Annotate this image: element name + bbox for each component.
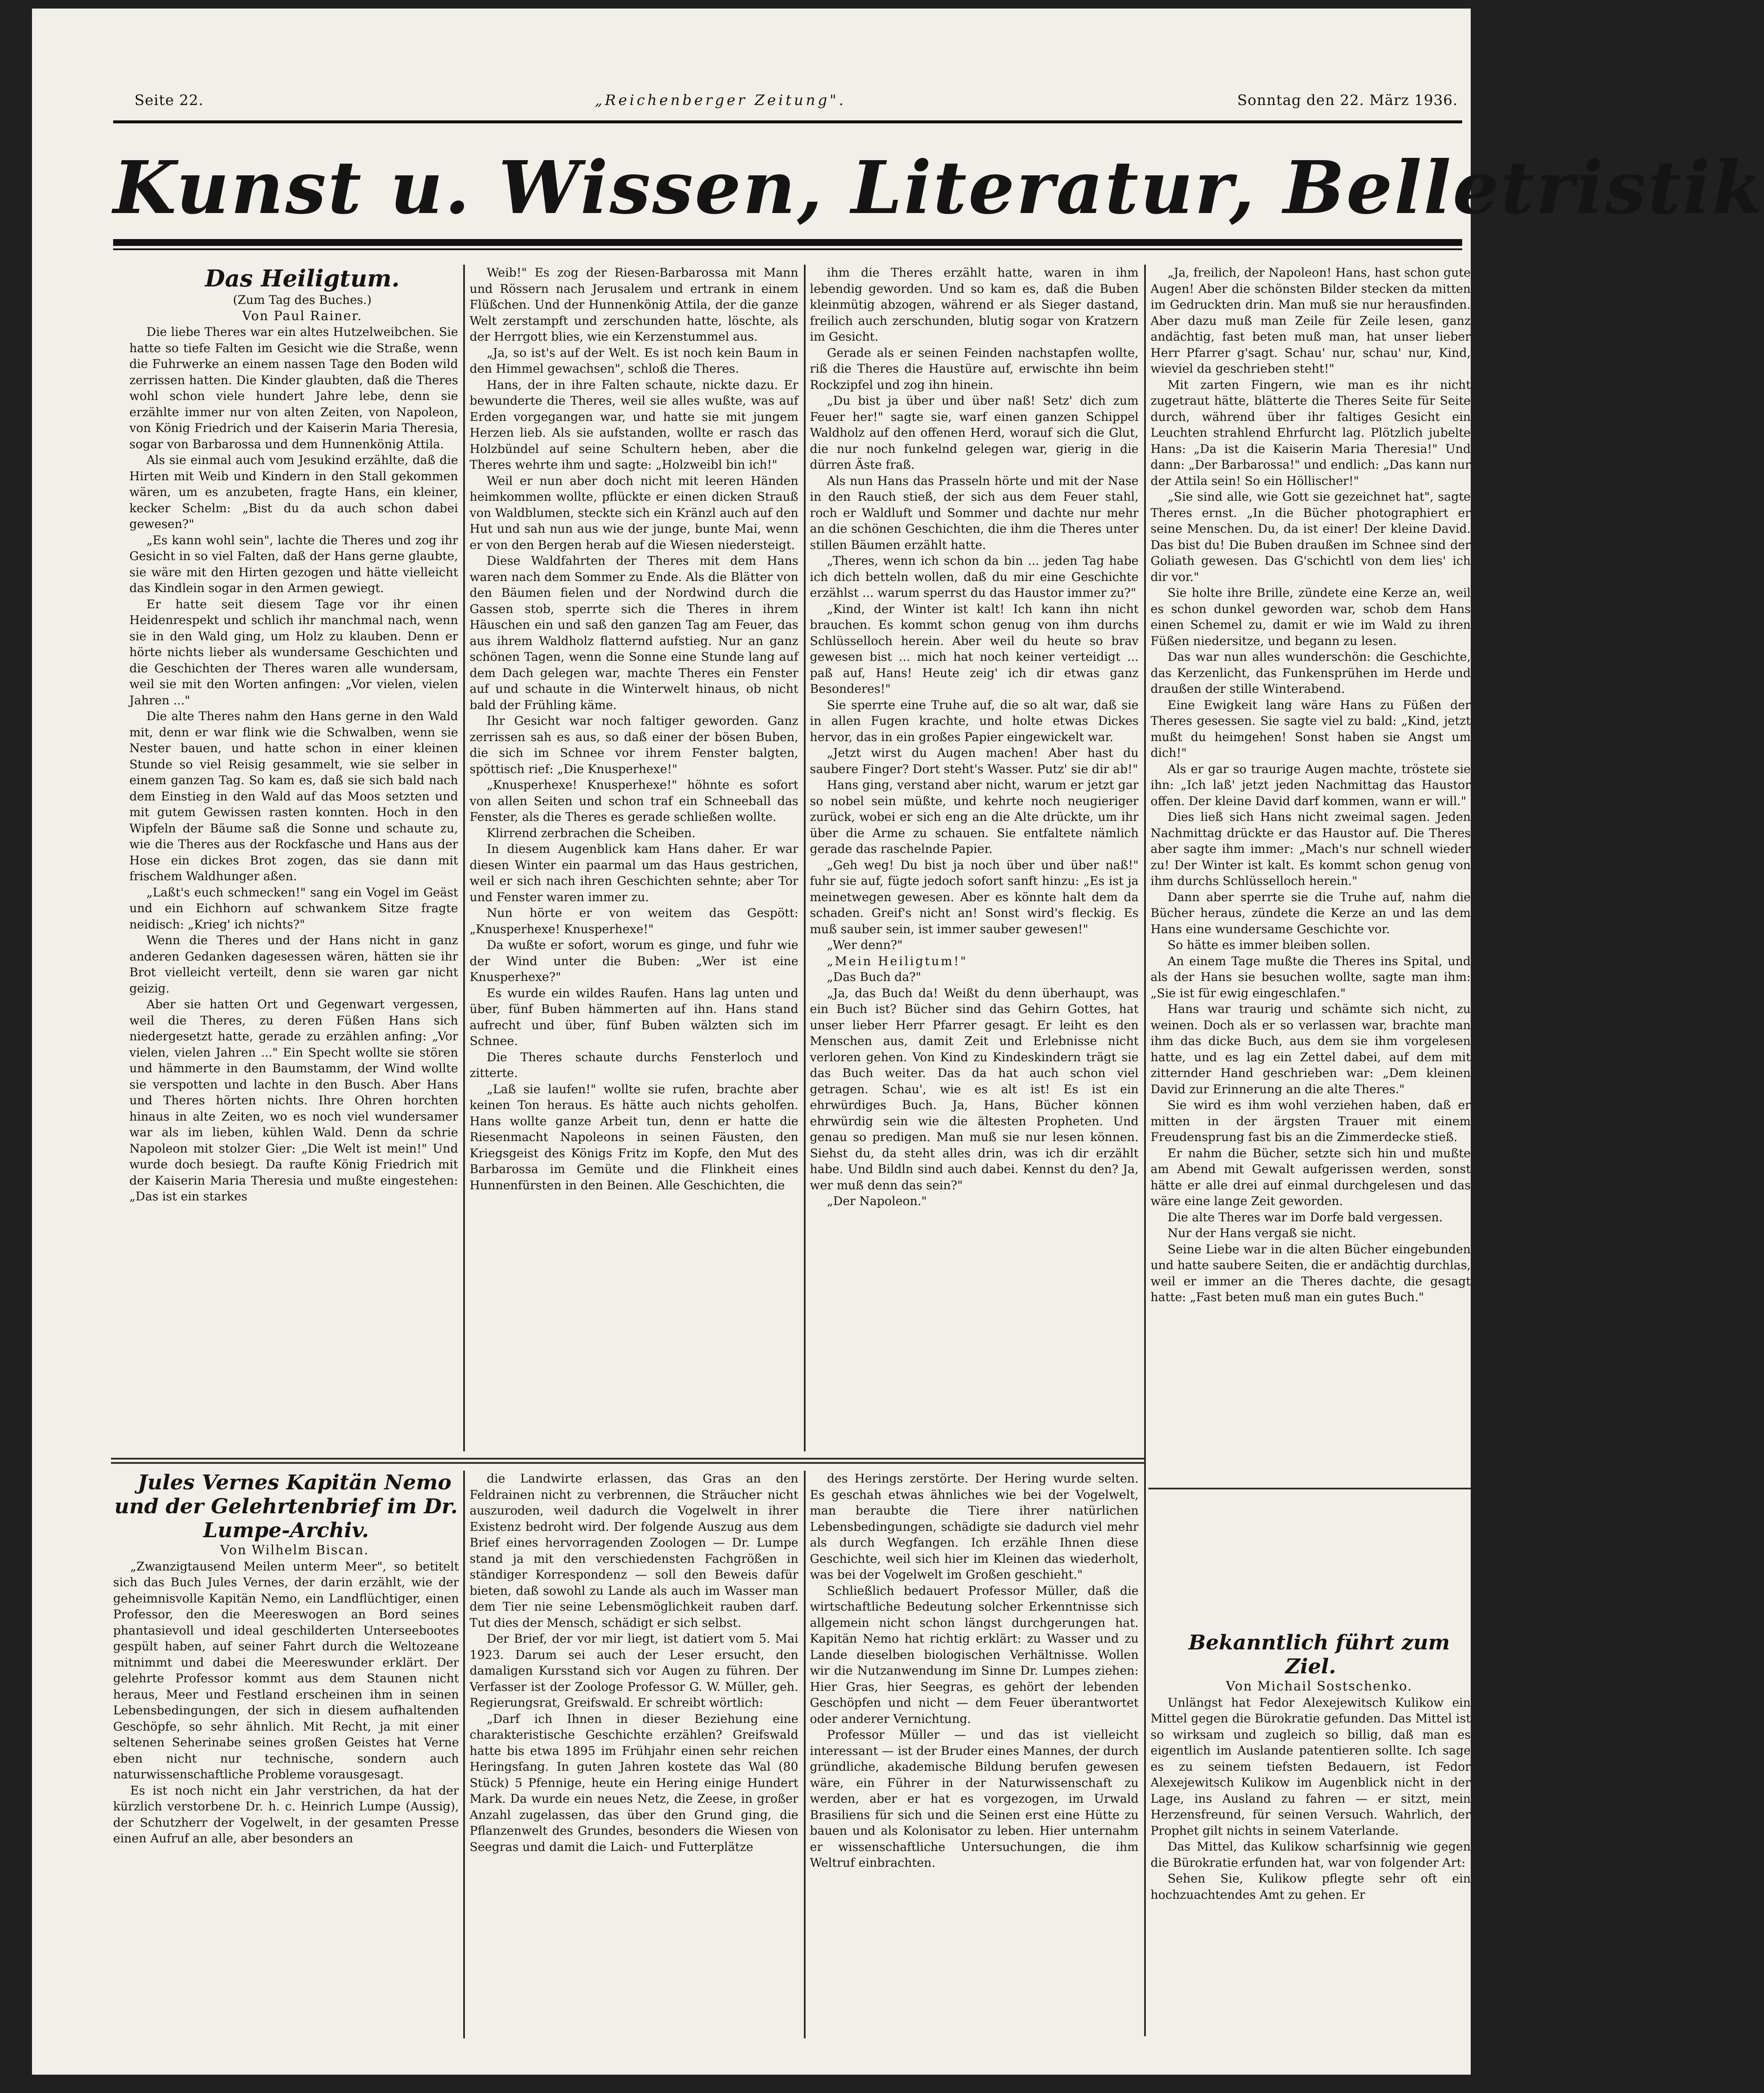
column-divider <box>463 1471 465 2038</box>
paragraph: Sie wird es ihm wohl verziehen haben, daß er mitten in der ärgsten Trauer mit einem Freudensprung fast bis an die Zimmerdecke stieß. <box>1151 1098 1471 1144</box>
article1-author: Von Paul Rainer. <box>242 308 362 324</box>
article3-author: Von Michail Sostschenko. <box>1226 1679 1413 1694</box>
paragraph: Nur der Hans vergaß sie nicht. <box>1168 1226 1356 1240</box>
paragraph: Die Theres schaute durchs Fensterloch und zitterte. <box>470 1050 798 1080</box>
paragraph: Hans, der in ihre Falten schaute, nickte dazu. Er bewunderte die Theres, weil sie alles wußte, was auf Erden vorgegangen war, und hatte sie mit jungem Herzen lieb. Als sie aufstanden, wollte er rasch das Holzbündel auf seine Schultern heben, aber die Theres wehrte ihm und sagte: „Holzweibl bin ich!" <box>470 377 798 472</box>
paragraph: „Geh weg! Du bist ja noch über und über naß!" fuhr sie auf, fügte jedoch sofort sanft hinzu: „Es ist ja meinetwegen gewesen. Aber es könnte halt dem da schaden. Greif's nicht an! Sonst wird's fleckig. Es muß sauber sein, ist immer sauber gewesen!" <box>810 858 1139 936</box>
page-header <box>134 92 1458 117</box>
paragraph: Schließlich bedauert Professor Müller, daß die wirtschaftliche Bedeutung solcher Erkenntnisse sich allgemein nicht schon längst durchgerungen hat. Kapitän Nemo hat richtig erklärt: zu Wasser und zu Lande dieselben biologischen Verhältnisse. Wollen wir die Nutzanwendung im Sinne Dr. Lumpes ziehen: Hier Gras, hier Seegras, es gehört der lebenden Geschöpfen und nicht — dem Feuer überantwortet oder anderer Vernichtung. <box>810 1583 1139 1726</box>
paragraph: Als sie einmal auch vom Jesukind erzählte, daß die Hirten mit Weib und Kindern in den Stall gekommen wären, um es anzubeten, fragte Hans, ein kleiner, kecker Schelm: „Bist du da auch schon dabei gewesen?" <box>129 453 458 531</box>
column-divider <box>1144 265 1146 2036</box>
paragraph: „Wer denn?" <box>827 938 903 952</box>
paragraph: Mit zarten Fingern, wie man es ihr nicht zugetraut hätte, blätterte die Theres Seite für Seite durch, während über ihr faltiges Gesicht ein Leuchten strahlend Ehrfurcht lag. Plötzlich jubelte Hans: „Da ist die Kaiserin Maria Theresia!" Und dann: „Der Barbarossa!" und endlich: „Das kann nur der Attila sein! So ein Höllischer!" <box>1151 377 1471 488</box>
paragraph: In diesem Augenblick kam Hans daher. Er war diesen Winter ein paarmal um das Haus gestrichen, weil er sich nach ihren Geschichten sehnte; aber Tor und Fenster waren immer zu. <box>470 842 798 904</box>
article1-column-1 <box>129 265 458 1456</box>
page-number: Seite 22. <box>134 92 204 109</box>
paragraph: Der Brief, der vor mir liegt, ist datiert vom 5. Mai 1923. Darum sei auch der Leser ersucht, den damaligen Kursstand sich vor Augen zu führen. Der Verfasser ist der Zoologe Professor G. W. Müller, geh. Regierungsrat, Greifswald. Er schreibt wörtlich: <box>470 1632 798 1710</box>
paragraph: des Herings zerstörte. Der Hering wurde selten. Es geschah etwas ähnliches wie bei der Vogelwelt, man beraubte die Tiere ihrer natürlichen Lebensbedingungen, schädigte sie dadurch viel mehr als durch Wegfangen. Ich erzähle Ihnen diese Geschichte, weil sich hier im Kleinen das wiederholt, was bei der Vogelwelt im Großen geschieht." <box>810 1471 1139 1582</box>
section-rule <box>113 239 1462 246</box>
paragraph: „Ja, freilich, der Napoleon! Hans, hast schon gute Augen! Aber die schönsten Bilder stecken da mitten im Gedruckten drin. Man muß sie nur herausfinden. Aber dazu muß man Zeile für Zeile lesen, ganz andächtig, fast beten muß man, hat unser lieber Herr Pfarrer g'sagt. Schau' nur, schau' nur, Kind, wieviel da geschrieben steht!" <box>1151 266 1471 376</box>
newspaper-name: „Reichenberger Zeitung". <box>595 92 846 109</box>
article2-author: Von Wilhelm Biscan. <box>220 1543 369 1558</box>
paragraph: Aber sie hatten Ort und Gegenwart vergessen, weil die Theres, zu deren Füßen Hans sich niedergesetzt hatte, gerade zu erzählen anfing: „Vor vielen, vielen Jahren ..." Ein Specht wollte sie stören und hämmerte in den Baumstamm, der Wind wollte sie verspotten und lachte in den Busch. Aber Hans und Theres hörten nichts. Ihre Ohren horchten hinaus in alte Zeiten, wo es noch viel wundersamer war als im lieben, kühlen Wald. Denn da schrie Napoleon mit stolzer Gier: „Die Welt ist mein!" Und wurde doch besiegt. Da raufte König Friedrich mit der Kaiserin Maria Theresia und mußte eingestehen: „Das ist ein starkes <box>129 997 458 1203</box>
newspaper-page <box>32 9 1764 2075</box>
paragraph: ihm die Theres erzählt hatte, waren in ihm lebendig geworden. Und so kam es, daß die Buben kleinmütig abzogen, während er als Sieger dastand, freilich auch zerschunden, blutig sogar von Kratzern im Gesicht. <box>810 266 1139 344</box>
paragraph: Sie sperrte eine Truhe auf, die so alt war, daß sie in allen Fugen krachte, und holte etwas Dickes hervor, das in ein großes Papier eingewickelt war. <box>810 698 1139 744</box>
paragraph: Gerade als er seinen Feinden nachstapfen wollte, riß die Theres die Haustüre auf, erwischte ihn beim Rockzipfel und zog ihn hinein. <box>810 345 1139 392</box>
paragraph: Sie holte ihre Brille, zündete eine Kerze an, weil es schon dunkel geworden war, schob dem Hans einen Schemel zu, damit er wie im Wald zu ihren Füßen niedersitze, und begann zu lesen. <box>1151 586 1471 648</box>
paragraph: Diese Waldfahrten der Theres mit dem Hans waren nach dem Sommer zu Ende. Als die Blätter von den Bäumen fielen und der Nordwind durch die Gassen stob, sperrte sich die Theres in ihrem Häuschen ein und saß den ganzen Tag am Feuer, das aus ihrem Waldholz flatternd aufstieg. Nur an ganz schönen Tagen, wenn die Sonne eine Stunde lang auf dem Dach gelegen war, machte Theres ein Fenster auf und schaute in die Winterwelt hinaus, ob nicht bald der Frühling käme. <box>470 554 798 712</box>
article2-column-3 <box>810 1471 1139 2043</box>
paragraph: „Jetzt wirst du Augen machen! Aber hast du saubere Finger? Dort steht's Wasser. Putz' sie dir ab!" <box>810 746 1139 776</box>
paragraph: „Theres, wenn ich schon da bin ... jeden Tag habe ich dich betteln wollen, daß du mir eine Geschichte erzählst ... warum sperrst du das Haustor immer zu?" <box>810 554 1139 600</box>
paragraph: Es ist noch nicht ein Jahr verstrichen, da hat der kürzlich verstorbene Dr. h. c. Heinrich Lumpe (Aussig), der Schutzherr der Vogelwelt, in der gesamten Presse einen Aufruf an alle, aber besonders an <box>113 1783 459 1845</box>
paragraph: „Knusperhexe! Knusperhexe!" höhnte es sofort von allen Seiten und schon traf ein Schneeball das Fenster, als die Theres es gerade schließen wollte. <box>470 778 798 824</box>
paragraph: Weib!" Es zog der Riesen-Barbarossa mit Mann und Rössern nach Jerusalem und ertrank in einem Flüßchen. Und der Hunnenkönig Attila, der die ganze Welt zerstampft und zerschunden hatte, löschte, als der Herrgott blies, wie ein Kerzenstummel aus. <box>470 266 798 344</box>
paragraph: Dies ließ sich Hans nicht zweimal sagen. Jeden Nachmittag drückte er das Haustor auf. Die Theres aber sagte ihm immer: „Mach's nur schnell wieder zu! Der Winter ist kalt. Es kommt schon genug von ihm durchs Schlüsselloch herein." <box>1151 810 1471 888</box>
paragraph: Wenn die Theres und der Hans nicht in ganz anderen Gedanken dagesessen wären, hätten sie ihr Brot vielleicht verteilt, denn sie waren gar nicht geizig. <box>129 933 458 995</box>
paragraph: Hans war traurig und schämte sich nicht, zu weinen. Doch als er so verlassen war, brachte man ihm das dicke Buch, aus dem sie ihm vorgelesen hatte, und es lag ein Zettel dabei, auf dem mit zitternder Hand geschrieben war: „Dem kleinen David zur Erinnerung an die alte Theres." <box>1151 1002 1471 1096</box>
header-rule <box>113 120 1462 123</box>
paragraph: „Ja, das Buch da! Weißt du denn überhaupt, was ein Buch ist? Bücher sind das Gehirn Gottes, hat unser lieber Herr Pfarrer gesagt. Er leiht es den Menschen aus, damit Zeit und Erlebnisse nicht verloren gehen. Von Kind zu Kindeskindern trägt sie das Buch weiter. Das da hat auch schon viel getragen. Schau', wie es alt ist! Es ist ein ehrwürdiges Buch. Ja, Hans, Bücher können ehrwürdig sein wie die ältesten Propheten. Und genau so predigen. Man muß sie nur lesen können. Siehst du, da steht alles drin, was ich dir erzählt habe. Und Bildln sind auch dabei. Kennst du den? Ja, wer muß denn das sein?" <box>810 986 1139 1192</box>
paragraph: Als er gar so traurige Augen machte, tröstete sie ihn: „Ich laß' jetzt jeden Nachmittag das Haustor offen. Der kleine David darf kommen, wann er will." <box>1151 762 1471 808</box>
paragraph: „Der Napoleon." <box>827 1194 927 1208</box>
paragraph: „Kind, der Winter ist kalt! Ich kann ihn nicht brauchen. Es kommt schon genug von ihm durchs Schlüsselloch herein. Aber weil du heute so brav gewesen bist ... mich hat noch keiner verteidigt ... paß auf, Hans! Heute zeig' ich dir etwas ganz Besonderes!" <box>810 601 1139 696</box>
paragraph: Hans ging, verstand aber nicht, warum er jetzt gar so nobel sein müßte, und kehrte noch neugieriger zurück, wobei er sich eng an die Alte drückte, um ihr über die Arme zu schauen. Sie entfaltete nämlich gerade das raschelnde Papier. <box>810 778 1139 856</box>
paragraph: Unlängst hat Fedor Alexejewitsch Kulikow ein Mittel gegen die Bürokratie gefunden. Das Mittel ist so wirksam und zugleich so billig, daß man es eigentlich im Auslande patentieren sollte. Ich sage es zu seinem tiefsten Bedauern, ist Fedor Alexejewitsch Kulikow im Augenblick nicht in der Lage, ins Ausland zu fahren — er sitzt, mein Herzensfreund, für seinen Versuch. Wahrlich, der Prophet gilt nichts in seinem Vaterlande. <box>1151 1695 1471 1838</box>
article2-column-1 <box>113 1471 459 2043</box>
paragraph: „Ja, so ist's auf der Welt. Es ist noch kein Baum in den Himmel gewachsen", schloß die Theres. <box>470 345 798 376</box>
paragraph: Weil er nun aber doch nicht mit leeren Händen heimkommen wollte, pflückte er einen dicken Strauß von Waldblumen, steckte sich ein Kränzl auch auf den Hut und sah nun aus wie der junge, bunte Mai, wenn er von den Bergen herab auf die Wiesen niedersteigt. <box>470 473 798 552</box>
paragraph: „Mein Heiligtum!" <box>827 954 968 968</box>
paragraph: Es wurde ein wildes Raufen. Hans lag unten und über, fünf Buben hämmerten auf ihn. Hans stand aufrecht und über, fünf Buben wälzten sich im Schnee. <box>470 986 798 1048</box>
article3-title: Bekanntlich führt zum Ziel. <box>1188 1631 1450 1678</box>
article1-title: Das Heiligtum. <box>205 265 400 292</box>
article-divider <box>1148 1488 1471 1489</box>
paragraph: Die liebe Theres war ein altes Hutzelweibchen. Sie hatte so tiefe Falten im Gesicht wie die Straße, wenn die Fuhrwerke an einem nassen Tage den Boden wild zerrissen hatten. Die Kinder glaubten, daß die Theres wohl schon viele hundert Jahre lebe, denn sie erzählte immer nur von alten Zeiten, von Napoleon, von König Friedrich und der Kaiserin Maria Theresia, sogar von Barbarossa und dem Hunnenkönig Attila. <box>129 325 458 451</box>
paragraph: Da wußte er sofort, worum es ginge, und fuhr wie der Wind unter die Buben: „Wer ist eine Knusperhexe?" <box>470 938 798 984</box>
paragraph: Seine Liebe war in die alten Bücher eingebunden und hatte saubere Seiten, die er andächtig durchlas, weil er immer an die Theres dachte, die gesagt hatte: „Fast beten muß man ein gutes Buch." <box>1151 1242 1471 1304</box>
article1-subtitle: (Zum Tag des Buches.) <box>233 293 372 307</box>
paragraph: „Darf ich Ihnen in dieser Beziehung eine charakteristische Geschichte erzählen? Greifswald hatte bis etwa 1895 im Frühjahr einen sehr reichen Heringsfang. In guten Jahren kostete das Wal (80 Stück) 5 Pfennige, heute ein Hering einige Hundert Mark. Da wurde ein neues Netz, die Zeese, in großer Anzahl zugelassen, das über den Grund ging, die Pflanzenwelt des Grundes, besonders die Wiesen von Seegras und damit die Laich- und Futterplätze <box>470 1711 798 1854</box>
column-divider <box>804 265 806 1451</box>
paragraph: Sehen Sie, Kulikow pflegte sehr oft ein hochzuachtendes Amt zu gehen. Er <box>1151 1871 1471 1902</box>
paragraph: Eine Ewigkeit lang wäre Hans zu Füßen der Theres gesessen. Sie sagte viel zu bald: „Kind, jetzt mußt du heimgehen! Sonst haben sie Angst um dich!" <box>1151 698 1471 760</box>
article-divider-double <box>111 1462 1144 1464</box>
paragraph: „Laß sie laufen!" wollte sie rufen, brachte aber keinen Ton heraus. Es hätte auch nichts geholfen. Hans wollte ganze Arbeit tun, denn er hatte die Riesenmacht Napoleons in seinen Fäusten, den Kriegsgeist des Königs Fritz im Kopfe, den Mut des Barbarossa im Gemüte und die Flinkheit eines Hunnenfürsten in den Beinen. Alle Geschichten, die <box>470 1082 798 1192</box>
paragraph: Als nun Hans das Prasseln hörte und mit der Nase in den Rauch stieß, der sich aus dem Feuer stahl, roch er Waldluft und Sommer und dachte nur mehr an die schönen Geschichten, die ihm die Theres unter stillen Bäumen erzählt hatte. <box>810 473 1139 552</box>
issue-date: Sonntag den 22. März 1936. <box>1237 92 1458 109</box>
paragraph: Professor Müller — und das ist vielleicht interessant — ist der Bruder eines Mannes, der durch gründliche, akademische Bildung berufen gewesen wäre, ein Führer in der Naturwissenschaft zu werden, aber er hat es vorgezogen, im Urwald Brasiliens für sich und die Seinen erst eine Hütte zu bauen und als Kolonisator zu leben. Hier unternahm er wissenschaftliche Untersuchungen, die ihm Weltruf einbrachten. <box>810 1728 1139 1870</box>
paragraph: Dann aber sperrte sie die Truhe auf, nahm die Bücher heraus, zündete die Kerze an und las dem Hans eine wundersame Geschichte vor. <box>1151 890 1471 936</box>
article2-title: Jules Vernes Kapitän Nemo und der Gelehrtenbrief im Dr. Lumpe-Archiv. <box>114 1471 458 1542</box>
paragraph: Er nahm die Bücher, setzte sich hin und mußte am Abend mit Gewalt aufgerissen werden, sonst hätte er alle drei auf einmal durchgelesen und das wäre eine lange Zeit geworden. <box>1151 1146 1471 1208</box>
paragraph: An einem Tage mußte die Theres ins Spital, und als der Hans sie besuchen wollte, sagte man ihm: „Sie ist für ewig eingeschlafen." <box>1151 954 1471 1000</box>
paragraph: Die alte Theres war im Dorfe bald vergessen. <box>1168 1210 1443 1224</box>
section-title: Kunst u. Wissen, Literatur, Belletristik <box>113 145 1764 231</box>
paragraph: Nun hörte er von weitem das Gespött: „Knusperhexe! Knusperhexe!" <box>470 906 798 936</box>
paragraph: Er hatte seit diesem Tage vor ihr einen Heidenrespekt und schlich ihr manchmal nach, wenn sie in den Wald ging, um Holz zu klauben. Denn er hörte nichts lieber als wundersame Geschichten und die Geschichten der Theres waren alle wundersam, weil sie mit den Worten anfingen: „Vor vielen, vielen Jahren ..." <box>129 597 458 707</box>
paragraph: Ihr Gesicht war noch faltiger geworden. Ganz zerrissen sah es aus, so daß einer der bösen Buben, die sich im Schnee vor ihrem Fenster balgten, spöttisch rief: „Die Knusperhexe!" <box>470 714 798 776</box>
column-divider <box>804 1471 806 2038</box>
paragraph: die Landwirte erlassen, das Gras an den Feldrainen nicht zu verbrennen, die Sträucher nicht auszuroden, weil dadurch die Vogelwelt in ihrer Existenz bedroht wird. Der folgende Auszug aus dem Brief eines hervorragenden Zoologen — Dr. Lumpe stand ja mit den verschiedensten Fachgrößen in ständiger Korrespondenz — soll den Beweis dafür bieten, daß sowohl zu Lande als auch im Wasser man dem Tier nie seine Lebensmöglichkeit rauben darf. Tut dies der Mensch, schädigt er sich selbst. <box>470 1471 798 1630</box>
article1-column-3 <box>810 265 1139 1456</box>
paragraph: „Sie sind alle, wie Gott sie gezeichnet hat", sagte Theres ernst. „In die Bücher photographiert er seine Menschen. Du, da ist einer! Der kleine David. Das bist du! Die Buben draußen im Schnee sind der Goliath gewesen. Das G'schichtl von dem lies' ich dir vor." <box>1151 490 1471 584</box>
paragraph: Das Mittel, das Kulikow scharfsinnig wie gegen die Bürokratie erfunden hat, war von folgender Art: <box>1151 1839 1471 1870</box>
article3-column <box>1151 1631 1471 2043</box>
article1-column-2 <box>470 265 798 1456</box>
paragraph: „Es kann wohl sein", lachte die Theres und zog ihr Gesicht in so viel Falten, daß der Hans gerne glaubte, sie wäre mit den Hirten gezogen und hätte vielleicht das Kindlein sogar in den Armen gewiegt. <box>129 533 458 595</box>
section-rule-thin <box>113 248 1462 250</box>
article2-column-2 <box>470 1471 798 2043</box>
article-divider <box>111 1458 1144 1460</box>
article1-column-4 <box>1151 265 1471 1477</box>
column-divider <box>463 265 465 1451</box>
paragraph: So hätte es immer bleiben sollen. <box>1168 938 1370 952</box>
paragraph: „Das Buch da?" <box>827 970 921 984</box>
paragraph: Die alte Theres nahm den Hans gerne in den Wald mit, denn er war flink wie die Schwalben, wenn sie Nester bauen, und hatte schon in einer kleinen Stunde so viel Reisig gesammelt, wie sie selber in einem ganzen Tag. So kam es, daß sie sich bald nach dem Einstieg in den Wald auf das Moos setzten und mit gutem Gewissen rasten konnten. Hoch in den Wipfeln der Bäume saß die Sonne und schaute zu, wie die Theres aus der Rockfasche und Hans aus der Hose ein dickes Brot zogen, das sie dann mit frischem Waldhunger aßen. <box>129 709 458 883</box>
paragraph: Das war nun alles wunderschön: die Geschichte, das Kerzenlicht, das Funkensprühen im Herde und draußen der stille Winterabend. <box>1151 650 1471 696</box>
paragraph: Klirrend zerbrachen die Scheiben. <box>487 826 696 840</box>
paragraph: „Laßt's euch schmecken!" sang ein Vogel im Geäst und ein Eichhorn auf schwankem Sitze fragte neidisch: „Krieg' ich nichts?" <box>129 885 458 931</box>
paragraph: „Zwanzigtausend Meilen unterm Meer", so betitelt sich das Buch Jules Vernes, der darin erzählt, wie der geheimnisvolle Kapitän Nemo, ein Landflüchtiger, einen Professor, den die Meereswogen an Bord seines phantasievoll und ideal geschilderten Unterseebootes gespült haben, auf seiner Fahrt durch die Weltozeane mitnimmt und dabei die Meereswunder erklärt. Der gelehrte Professor kommt aus dem Staunen nicht heraus, Meer und Festland erscheinen ihm in seinen Lebensbedingungen, der sich in diesem aufhaltenden Geschöpfe, so sehr ähnlich. Mit Recht, ja mit einer seltenen Seherinabe seines großen Geistes hat Verne eben nicht nur technische, sondern auch naturwissenschaftliche Probleme vorausgesagt. <box>113 1559 459 1781</box>
paragraph: „Du bist ja über und über naß! Setz' dich zum Feuer her!" sagte sie, warf einen ganzen Schippel Waldholz auf den offenen Herd, worauf sich die Glut, die nur noch funkelnd gelegen war, gierig in die dürren Äste fraß. <box>810 394 1139 472</box>
